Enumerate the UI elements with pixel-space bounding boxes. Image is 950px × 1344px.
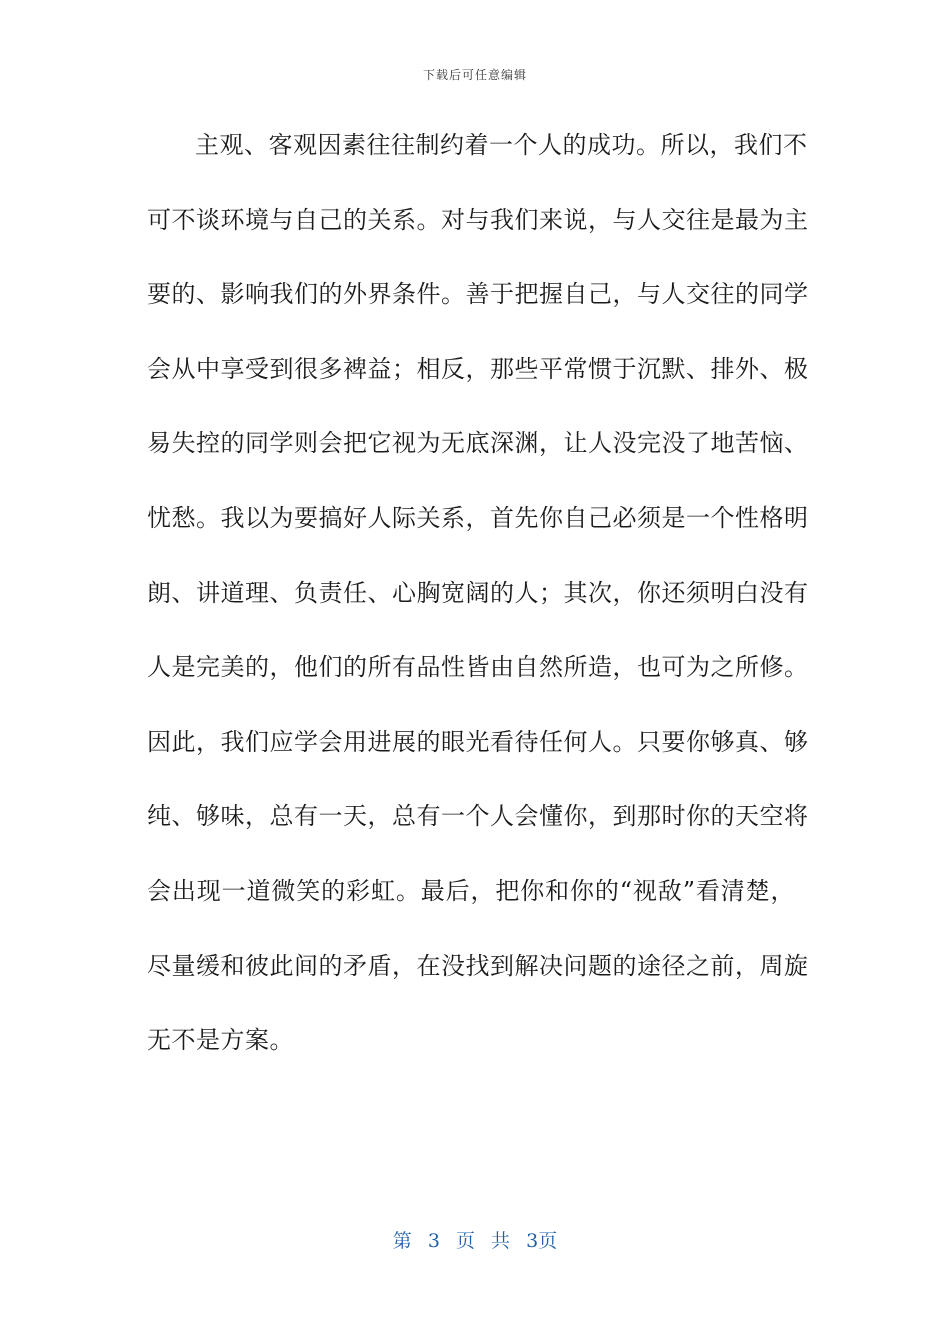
paragraph-line: 易失控的同学则会把它视为无底深渊，让人没完没了地苦恼、	[147, 429, 809, 458]
paragraph-line: 可不谈环境与自己的关系。对与我们来说，与人交往是最为主	[147, 205, 809, 234]
paragraph-line: 尽量缓和彼此间的矛盾，在没找到解决问题的途径之前，周旋	[147, 951, 809, 980]
page-header: 下载后可任意编辑	[422, 68, 527, 82]
footer-page-unit: 页	[455, 1230, 475, 1252]
paragraph-line: 会从中享受到很多裨益；相反，那些平常惯于沉默、排外、极	[147, 354, 809, 383]
paragraph-line: 纯、够味，总有一天，总有一个人会懂你，到那时你的天空将	[147, 802, 809, 831]
paragraph-line: 因此，我们应学会用进展的眼光看待任何人。只要你够真、够	[147, 727, 809, 756]
paragraph-line: 要的、影响我们的外界条件。善于把握自己，与人交往的同学	[147, 280, 809, 309]
paragraph-line: 忧愁。我以为要搞好人际关系，首先你自己必须是一个性格明	[147, 503, 809, 532]
footer-page-label: 第	[392, 1230, 412, 1252]
paragraph-line-last: 无不是方案。	[147, 1026, 294, 1055]
footer-total-pages: 3页	[526, 1230, 558, 1252]
footer-total-label: 共	[491, 1230, 511, 1252]
paragraph-line: 会出现一道微笑的彩虹。最后，把你和你的“视敌”看清楚，	[147, 876, 795, 905]
paragraph-line: 人是完美的，他们的所有品性皆由自然所造，也可为之所修。	[147, 653, 809, 682]
page-number-footer	[0, 1226, 950, 1253]
document-body	[147, 108, 809, 1078]
paragraph-line: 主观、客观因素往往制约着一个人的成功。所以，我们不	[195, 131, 808, 159]
paragraph-line: 朗、讲道理、负责任、心胸宽阔的人；其次，你还须明白没有	[147, 578, 809, 607]
footer-current-page: 3	[427, 1230, 440, 1252]
